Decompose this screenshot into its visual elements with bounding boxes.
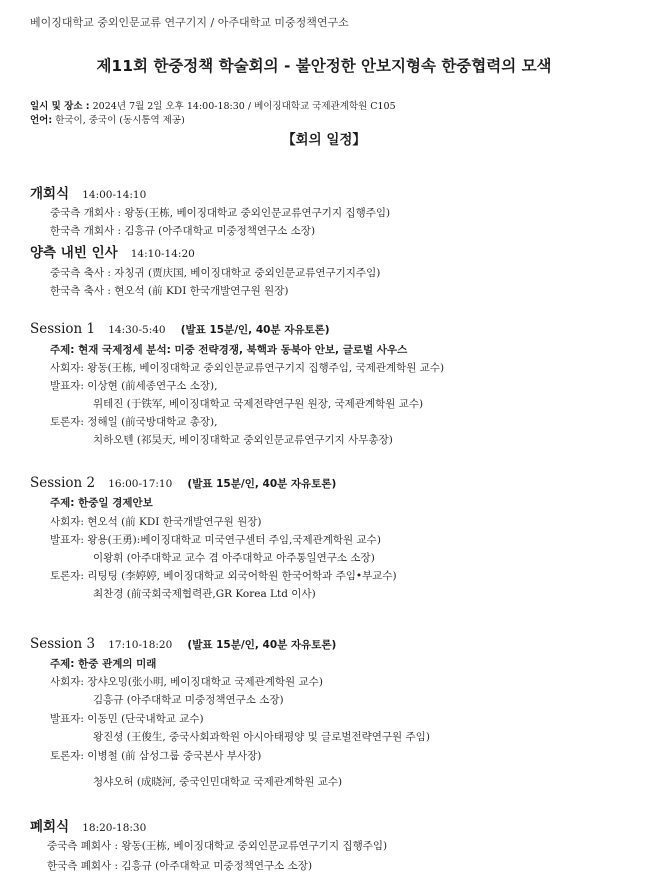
session2-title: Session 2: [30, 475, 96, 491]
date-venue-text: 2024년 7월 2일 오후 14:00-18:30 / 베이징대학교 국제관계학원 C105: [92, 101, 396, 112]
session2-note: (발표 15분/인, 40분 자유토론): [187, 478, 337, 490]
session3-title: Session 3: [30, 636, 96, 652]
session3-note: (발표 15분/인, 40분 자유토론): [187, 639, 337, 651]
session2-line: 이왕휘 (아주대학교 교수 겸 아주대학교 아주통일연구소 소장): [93, 552, 375, 564]
session3-line: 왕진셩 (王俊生, 중국사회과학원 아시아태평양 및 글로벌전략연구원 주임): [93, 731, 430, 743]
organizer-header: 베이징대학교 중외인문교류 연구기지 / 아주대학교 미중정책연구소: [30, 16, 349, 29]
session1-line: 토론자: 정해일 (前국방대학교 총장),: [50, 416, 218, 428]
session2-heading: [30, 472, 336, 491]
closing-heading: [30, 815, 146, 835]
session3-heading: [30, 633, 336, 652]
session3-time: 17:10-18:20: [108, 639, 173, 651]
session2-theme: 주제: 한중일 경제안보: [50, 497, 153, 509]
session1-theme: 주제: 현재 국제정세 분석: 미중 전략경쟁, 북핵과 동북아 안보, 글로벌 사우스: [50, 344, 408, 356]
session1-heading: [30, 318, 330, 337]
session3-line: 김흥규 (아주대학교 미중정책연구소 소장): [93, 694, 284, 706]
session3-theme: 주제: 한중 관계의 미래: [50, 658, 157, 670]
closing-time: 18:20-18:30: [82, 822, 147, 834]
opening-title: 개회식: [30, 186, 70, 202]
session1-line: 발표자: 이상현 (前세종연구소 소장),: [50, 380, 218, 392]
date-venue-line: [30, 100, 396, 114]
session1-time: 14:30-5:40: [108, 324, 166, 336]
language-text: 한국이, 중국이 (동시통역 제공): [55, 115, 185, 126]
conference-title: 제11회 한중정책 학술회의 - 불안정한 안보지형속 한중협력의 모색: [96, 57, 552, 75]
guests-heading: [30, 241, 195, 261]
session3-line: 청샤오허 (成晓河, 중국인민대학교 국제관계학원 교수): [93, 776, 343, 788]
closing-line: 한국측 폐회사 : 김흥규 (아주대학교 미중정책연구소 소장): [47, 860, 313, 872]
guests-title: 양측 내빈 인사: [30, 245, 118, 261]
session2-line: 사회자: 현오석 (前 KDI 한국개발연구원 원장): [50, 516, 262, 528]
session2-line: 발표자: 왕용(王勇):베이징대학교 미국연구센터 주임,국제관계학원 교수): [50, 534, 381, 546]
guests-line: 중국측 축사 : 자칭귀 (贾庆国, 베이징대학교 중외인문교류연구기지주임): [50, 267, 381, 279]
session1-line: 사회자: 왕동(王栋, 베이징대학교 중외인문교류연구기지 집행주임, 국제관계학원 교수): [50, 362, 445, 374]
session2-time: 16:00-17:10: [108, 478, 173, 490]
schedule-heading: 【회의 일정】: [282, 132, 366, 148]
guests-line: 한국측 축사 : 현오석 (前 KDI 한국개발연구원 원장): [50, 285, 289, 297]
guests-time: 14:10-14:20: [130, 248, 195, 260]
opening-time: 14:00-14:10: [82, 189, 147, 201]
opening-line: 한국측 개회사 : 김흥규 (아주대학교 미중정책연구소 소장): [50, 225, 316, 237]
session3-line: 사회자: 장샤오밍(张小明, 베이징대학교 국제관계학원 교수): [50, 676, 323, 688]
closing-title: 폐회식: [30, 819, 70, 835]
date-venue-label: 일시 및 장소 :: [30, 101, 90, 112]
language-line: [30, 114, 185, 128]
session1-line: 치하오텐 (祁昊天, 베이징대학교 중외인문교류연구기지 사무총장): [93, 434, 393, 446]
opening-heading: [30, 182, 146, 202]
closing-line: 중국측 폐회사 : 왕동(王栋, 베이징대학교 중외인문교류연구기지 집행주임): [47, 840, 388, 852]
session3-line: 토론자: 이병철 (前 삼성그룹 중국본사 부사장): [50, 750, 262, 762]
session1-line: 위테진 (于铁军, 베이징대학교 국제전략연구원 원장, 국제관계학원 교수): [93, 398, 424, 410]
session3-line: 발표자: 이동민 (단국내학교 교수): [50, 713, 204, 725]
session2-line: 최찬경 (前국회국제협력관,GR Korea Ltd 이사): [93, 588, 316, 600]
language-label: 언어:: [30, 115, 53, 126]
session2-line: 토론자: 리팅팅 (李婷婷, 베이징대학교 외국어학원 한국어학과 주임•부교수): [50, 570, 397, 582]
opening-line: 중국측 개회사 : 왕동(王栋, 베이징대학교 중외인문교류연구기지 집행주임): [50, 207, 391, 219]
session1-note: (발표 15분/인, 40분 자유토론): [180, 324, 330, 336]
session1-title: Session 1: [30, 321, 96, 337]
